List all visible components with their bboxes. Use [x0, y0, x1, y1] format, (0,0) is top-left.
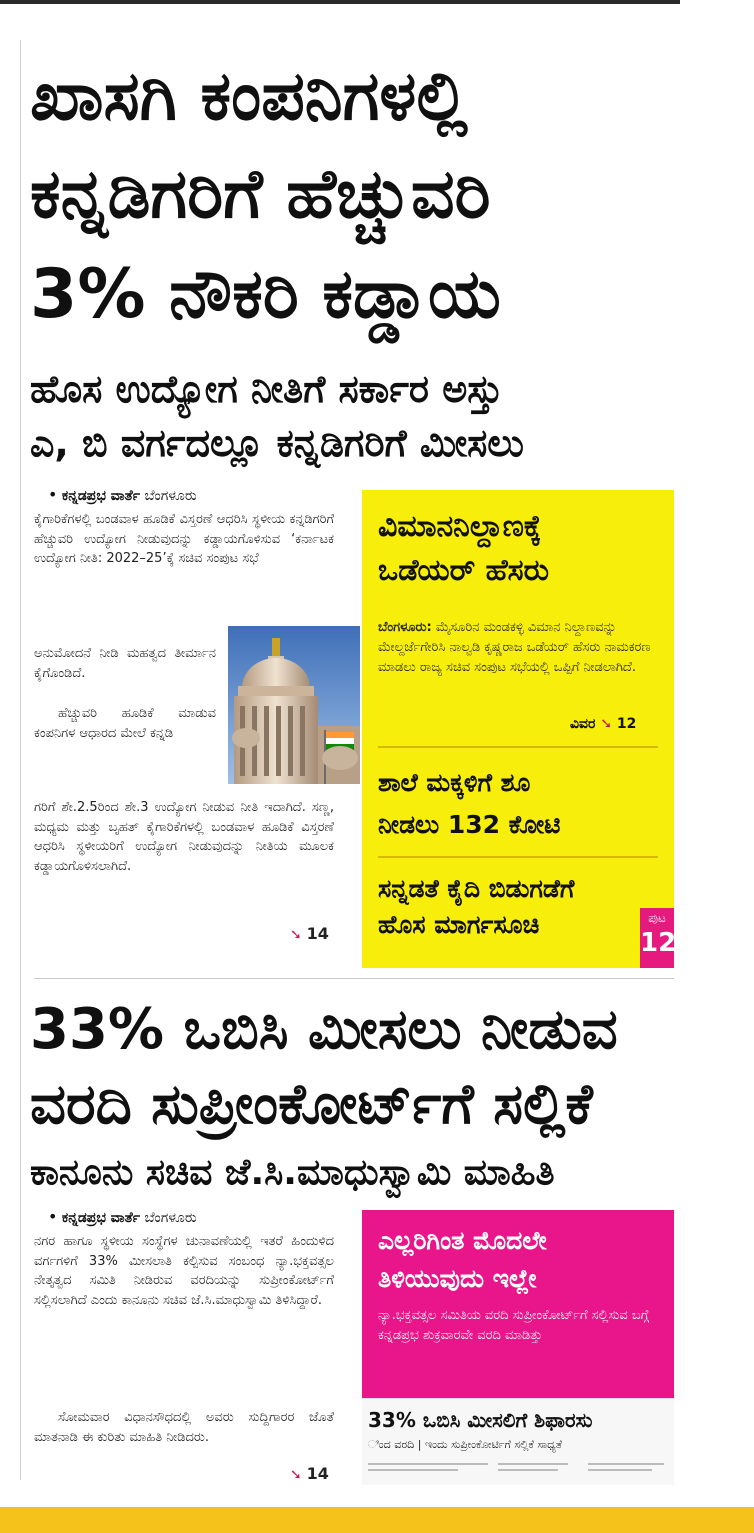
byline-source: ಕನ್ನಡಪ್ರಭ ವಾರ್ತೆ [61, 488, 140, 504]
divider [378, 856, 658, 858]
story1-headline-line3: 3% ನೌಕರಿ ಕಡ್ಡಾಯ [30, 255, 501, 334]
story1-paragraph2: ಹೆಚ್ಚುವರಿ ಹೂಡಿಕೆ ಮಾಡುವ ಕಂಪನಿಗಳ ಆಧಾರದ ಮೇಲೆ ಕನ್ನಡಿ [34, 706, 216, 741]
bottom-color-band [0, 1507, 754, 1533]
story1-headline-line2: ಕನ್ನಡಿಗರಿಗೆ ಹೆಚ್ಚುವರಿ [30, 155, 491, 234]
clip-fine-print [368, 1459, 668, 1479]
story1-subhead-line2: ಎ, ಬಿ ವರ್ಗದಲ್ಲೂ ಕನ್ನಡಿಗರಿಗೆ ಮೀಸಲು [30, 421, 525, 465]
story2-byline [48, 1208, 197, 1227]
details-label: ವಿವರ [570, 716, 596, 732]
continued-page-number: 14 [306, 924, 329, 943]
yellow-sidebar [362, 490, 677, 968]
divider [378, 746, 658, 748]
airport-title-line2: ಒಡೆಯರ್ ಹೆಸರು [378, 553, 550, 588]
airport-body-text: ಮೈಸೂರಿನ ಮಂಡಕಳ್ಳಿ ವಿಮಾನ ನಿಲ್ದಾಣವನ್ನು ಮೇಲ್ದರ್ಜೆಗೇರಿಸಿ ನಾಲ್ವಡಿ ಕೃಷ್ಣರಾಜ ಒಡೆಯರ್ ಹೆಸರು ನಾಮಕರಣ ಮಾಡಲು ರಾಜ್ಯ ಸಚಿವ ಸಂಪುಟ ಸಭೆಯಲ್ಲಿ ಒಪ್ಪಿಗೆ ನೀಡಲಾಗಿದೆ. [378, 620, 651, 675]
byline-source: ಕನ್ನಡಪ್ರಭ ವಾರ್ತೆ [61, 1210, 140, 1226]
story1-paragraph1-cont: ಅನುಮೋದನೆ ನೀಡಿ ಮಹತ್ವದ ತೀರ್ಮಾನ ಕೈಗೊಂಡಿದೆ. [34, 646, 216, 681]
clip-subline: ಿಂದ ವರದಿ | ಇಂದು ಸುಪ್ರೀಂಕೋರ್ಟಿಗೆ ಸಲ್ಲಿಕೆ ಸಾಧ್ಯತೆ [368, 1438, 562, 1451]
details-arrow-icon: ➘ [600, 716, 613, 732]
vidhana-soudha-photo [228, 626, 360, 784]
story-divider [34, 978, 674, 979]
story1-paragraph2-cont: ಗರಿಗೆ ಶೇ.2.5ರಿಂದ ಶೇ.3 ಉದ್ಯೋಗ ನೀಡುವ ನೀತಿ ಇದಾಗಿದೆ. ಸಣ್ಣ, ಮಧ್ಯಮ ಮತ್ತು ಬೃಹತ್ ಕೈಗಾರಿಕೆಗಳಲ್ಲಿ ಬಂಡವಾಳ ಹೂಡಿಕೆ ವಿಸ್ತರಣೆ ಆಧರಿಸಿ ಸ್ಥಳೀಯರಿಗೆ ಉದ್ಯೋಗ ನೀಡುವುದನ್ನು ನೀತಿಯ ಮೂಲಕ ಕಡ್ಡಾಯಗೊಳಿಸಲಾಗಿದೆ. [34, 800, 334, 874]
airport-body-lead: ಬೆಂಗಳೂರು: [378, 620, 432, 635]
story1-headline-line1: ಖಾಸಗಿ ಕಂಪನಿಗಳಲ್ಲಿ [30, 57, 468, 136]
continued-page-number: 14 [306, 1464, 329, 1483]
shoes-title-line1: ಶಾಲೆ ಮಕ್ಕಳಿಗೆ ಶೂ [378, 768, 531, 797]
page-reference-box[interactable] [640, 908, 677, 968]
prisoner-title-line2: ಹೊಸ ಮಾರ್ಗಸೂಚಿ [378, 910, 540, 939]
story2-headline-line1: 33% ಒಬಿಸಿ ಮೀಸಲು ನೀಡುವ [30, 997, 618, 1062]
clip-headline: 33% ಒಬಿಸಿ ಮೀಸಲಿಗೆ ಶಿಫಾರಸು [368, 1408, 593, 1432]
page-number: 12 [640, 928, 677, 958]
page-label: ಪುಟ [648, 911, 666, 925]
airport-details-link[interactable] [570, 716, 636, 732]
pink-body: ನ್ಯಾ.ಭಕ್ತವತ್ಸಲ ಸಮಿತಿಯ ವರದಿ ಸುಪ್ರೀಂಕೋರ್ಟ್‌ಗೆ ಸಲ್ಲಿಸುವ ಬಗ್ಗೆ ಕನ್ನಡಪ್ರಭ ಶುಕ್ರವಾರವೇ ವರದಿ ಮಾಡಿತ್ತು [378, 1308, 649, 1343]
story2-paragraph2: ಸೋಮವಾರ ವಿಧಾನಸೌಧದಲ್ಲಿ ಅವರು ಸುದ್ದಿಗಾರರ ಜೊತೆ ಮಾತನಾಡಿ ಈ ಕುರಿತು ಮಾಹಿತಿ ನೀಡಿದರು. [34, 1410, 334, 1445]
details-page: 12 [616, 716, 637, 732]
continued-arrow-icon: ➘ [290, 927, 302, 943]
story1-continued[interactable] [290, 924, 329, 943]
bullet-icon: • [48, 485, 58, 504]
story1-subhead-line1: ಹೊಸ ಉದ್ಯೋಗ ನೀತಿಗೆ ಸರ್ಕಾರ ಅಸ್ತು [30, 367, 503, 411]
airport-body [378, 618, 658, 678]
byline-place: ಬೆಂಗಳೂರು [144, 1210, 197, 1226]
bullet-icon: • [48, 1207, 58, 1226]
pink-title-line2: ತಿಳಿಯುವುದು ಇಲ್ಲೇ [378, 1264, 537, 1293]
story1-byline [48, 486, 197, 505]
story2-paragraph1: ನಗರ ಹಾಗೂ ಸ್ಥಳೀಯ ಸಂಸ್ಥೆಗಳ ಚುನಾವಣೆಯಲ್ಲಿ ಇತರೆ ಹಿಂದುಳಿದ ವರ್ಗಗಳಿಗೆ 33% ಮೀಸಲಾತಿ ಕಲ್ಪಿಸುವ ಸಂಬಂಧ ನ್ಯಾ.ಭಕ್ತವತ್ಸಲ ನೇತೃತ್ವದ ಸಮಿತಿ ನೀಡಿರುವ ವರದಿಯನ್ನು ಸುಪ್ರೀಂಕೋರ್ಟ್‌ಗೆ ಸಲ್ಲಿಸಲಾಗಿದೆ ಎಂದು ಕಾನೂನು ಸಚಿವ ಜೆ.ಸಿ.ಮಾಧುಸ್ವಾಮಿ ತಿಳಿಸಿದ್ದಾರೆ. [34, 1234, 334, 1308]
story1-paragraph1: ಕೈಗಾರಿಕೆಗಳಲ್ಲಿ ಬಂಡವಾಳ ಹೂಡಿಕೆ ವಿಸ್ತರಣೆ ಆಧರಿಸಿ ಸ್ಥಳೀಯ ಕನ್ನಡಿಗರಿಗೆ ಹೆಚ್ಚುವರಿ ಉದ್ಯೋಗ ನೀಡುವುದನ್ನು ಕಡ್ಡಾಯಗೊಳಿಸುವ ‘ಕರ್ನಾಟಕ ಉದ್ಯೋಗ ನೀತಿ: 2022–25’ಕ್ಕೆ ಸಚಿವ ಸಂಪುಟ ಸಭೆ [34, 512, 334, 567]
shoes-title-line2: ನೀಡಲು 132 ಕೋಟಿ [378, 810, 561, 839]
page-margin-rule [20, 40, 21, 1480]
story2-continued[interactable] [290, 1464, 329, 1483]
continued-arrow-icon: ➘ [290, 1467, 302, 1483]
prisoner-title-line1: ಸನ್ನಡತೆ ಕೈದಿ ಬಿಡುಗಡೆಗೆ [378, 874, 575, 903]
newspaper-clipping [362, 1398, 674, 1485]
pink-title-line1: ಎಲ್ಲರಿಗಿಂತ ಮೊದಲೇ [378, 1226, 547, 1255]
airport-title-line1: ವಿಮಾನನಿಲ್ದಾಣಕ್ಕೆ [378, 509, 542, 544]
top-rule [0, 0, 680, 4]
byline-place: ಬೆಂಗಳೂರು [144, 488, 197, 504]
story2-subhead: ಕಾನೂನು ಸಚಿವ ಜೆ.ಸಿ.ಮಾಧುಸ್ವಾಮಿ ಮಾಹಿತಿ [30, 1152, 555, 1193]
story2-headline-line2: ವರದಿ ಸುಪ್ರೀಂಕೋರ್ಟ್‌ಗೆ ಸಲ್ಲಿಕೆ [30, 1072, 593, 1137]
pink-sidebar [362, 1210, 674, 1398]
